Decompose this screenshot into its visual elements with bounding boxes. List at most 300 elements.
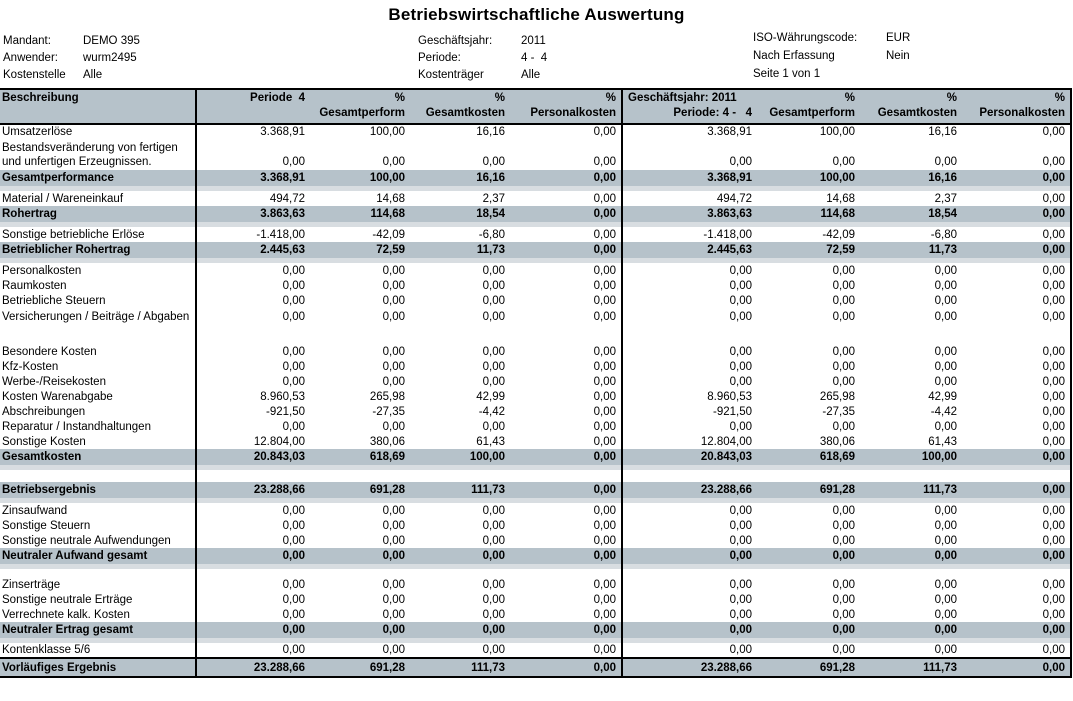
row-value: 0,00 [934, 156, 957, 168]
table-row [0, 124, 1071, 139]
table-row [0, 577, 1071, 592]
row-value: 0,00 [282, 345, 305, 358]
row-value: 16,16 [860, 170, 962, 186]
table-row [0, 592, 1071, 607]
row-value: 0,00 [934, 644, 957, 656]
row-value: 0,00 [510, 404, 622, 419]
row-value: 0,00 [282, 578, 305, 591]
report-table-header [0, 89, 1071, 124]
meta-label-kostentraeger: Kostenträger [418, 69, 484, 81]
row-value: 0,00 [729, 593, 752, 606]
table-row [0, 449, 1071, 465]
row-value: 111,73 [860, 482, 962, 498]
row-value: 0,00 [410, 548, 510, 564]
row-value: 0,00 [510, 293, 622, 308]
row-value: 0,00 [282, 534, 305, 547]
row-label: Personalkosten [0, 263, 196, 278]
row-value: 114,68 [310, 206, 410, 222]
row-value: 0,00 [482, 360, 505, 373]
row-value: 23.288,66 [196, 658, 310, 677]
table-row [0, 191, 1071, 206]
row-value: 0,00 [510, 533, 622, 548]
row-value: 0,00 [382, 593, 405, 606]
row-label: Neutraler Ertrag gesamt [0, 622, 196, 638]
row-value: 0,00 [510, 227, 622, 242]
row-value: 265,98 [819, 390, 855, 403]
row-value: 0,00 [510, 607, 622, 622]
table-row [0, 548, 1071, 564]
row-value: 0,00 [729, 156, 752, 168]
row-value: -921,50 [265, 405, 305, 418]
row-value: 61,43 [928, 435, 957, 448]
table-row [0, 206, 1071, 222]
row-value: 0,00 [962, 643, 1071, 658]
spacer-cell [622, 569, 757, 577]
row-value: 3.368,91 [196, 170, 310, 186]
row-value: 0,00 [934, 264, 957, 277]
spacer-cell [860, 470, 962, 482]
row-label: Sonstige neutrale Aufwendungen [0, 533, 196, 548]
row-label: Umsatzerlöse [0, 124, 196, 139]
row-value: 0,00 [729, 279, 752, 292]
row-value: 0,00 [934, 279, 957, 292]
table-row [0, 434, 1071, 449]
row-value: 618,69 [757, 449, 860, 465]
row-label: Reparatur / Instandhaltungen [0, 419, 196, 434]
row-value: 0,00 [729, 264, 752, 277]
spacer-cell [962, 470, 1071, 482]
table-row [0, 344, 1071, 359]
meta-value-nach-erfassung: Nein [886, 50, 910, 62]
row-value: 18,54 [860, 206, 962, 222]
spacer-cell [0, 569, 196, 577]
row-value: 23.288,66 [622, 482, 757, 498]
page-title: Betriebswirtschaftliche Auswertung [388, 5, 685, 24]
row-value: 0,00 [962, 548, 1071, 564]
row-value: 0,00 [934, 608, 957, 621]
row-value: -6,80 [478, 228, 505, 241]
row-value: 0,00 [962, 518, 1071, 533]
row-value: 0,00 [934, 375, 957, 388]
table-row [0, 404, 1071, 419]
row-value: 0,00 [832, 608, 855, 621]
spacer-row [0, 470, 1071, 482]
row-value: -27,35 [822, 405, 855, 418]
row-value: 100,00 [410, 449, 510, 465]
row-label: Betriebsergebnis [0, 482, 196, 498]
row-label: Sonstige Kosten [0, 434, 196, 449]
row-value: 100,00 [757, 170, 860, 186]
row-value: 3.368,91 [707, 126, 752, 138]
row-value: 0,00 [729, 644, 752, 656]
spacer-cell [310, 569, 410, 577]
row-value: 0,00 [382, 519, 405, 532]
row-value: 0,00 [962, 293, 1071, 308]
row-value: 0,00 [282, 519, 305, 532]
row-value: 111,73 [410, 658, 510, 677]
row-value: 0,00 [729, 375, 752, 388]
row-value: 0,00 [962, 434, 1071, 449]
row-value: 11,73 [860, 242, 962, 258]
row-value: 0,00 [282, 294, 305, 307]
row-value: -27,35 [372, 405, 405, 418]
row-value: 72,59 [757, 242, 860, 258]
row-value: 0,00 [832, 375, 855, 388]
row-value: -42,09 [372, 228, 405, 241]
table-row [0, 374, 1071, 389]
row-value: 0,00 [832, 504, 855, 517]
row-label: Sonstige neutrale Erträge [0, 592, 196, 607]
row-value: 494,72 [269, 192, 305, 205]
row-value: 42,99 [928, 390, 957, 403]
row-value: 0,00 [962, 607, 1071, 622]
row-value: 0,00 [482, 156, 505, 168]
row-value: 0,00 [962, 389, 1071, 404]
row-value: 0,00 [510, 263, 622, 278]
row-value: 380,06 [819, 435, 855, 448]
row-value: 0,00 [510, 548, 622, 564]
row-value: 0,00 [729, 578, 752, 591]
meta-label-kostenstelle: Kostenstelle [3, 69, 66, 81]
row-value: 0,00 [482, 504, 505, 517]
row-value: 0,00 [282, 264, 305, 277]
row-value: 0,00 [482, 375, 505, 388]
row-value: 100,00 [310, 170, 410, 186]
row-value: 0,00 [832, 644, 855, 656]
meta-label-anwender: Anwender: [3, 52, 58, 64]
row-value: 11,73 [410, 242, 510, 258]
table-row [0, 139, 1071, 170]
row-value: 691,28 [757, 658, 860, 677]
row-label: Rohertrag [0, 206, 196, 222]
row-value: 380,06 [369, 435, 405, 448]
column-header-pct-gesamtkosten-jahr: % Gesamtkosten [860, 89, 962, 124]
spacer-cell [310, 470, 410, 482]
spacer-cell [410, 569, 510, 577]
row-value: 2,37 [934, 192, 957, 205]
row-value: 0,00 [622, 548, 757, 564]
row-label: Versicherungen / Beiträge / Abgaben [0, 308, 196, 344]
row-value: 0,00 [382, 311, 405, 323]
meta-value-anwender: wurm2495 [83, 52, 137, 64]
row-value: 0,00 [962, 577, 1071, 592]
row-value: 23.288,66 [196, 482, 310, 498]
row-value: 0,00 [282, 375, 305, 388]
row-value: 0,00 [962, 482, 1071, 498]
table-row [0, 482, 1071, 498]
row-value: 111,73 [860, 658, 962, 677]
table-row [0, 533, 1071, 548]
row-value: 0,00 [832, 534, 855, 547]
row-value: 0,00 [196, 622, 310, 638]
meta-value-iso-waehrungscode: EUR [886, 32, 911, 44]
row-value: 0,00 [482, 279, 505, 292]
row-value: 0,00 [382, 534, 405, 547]
row-value: 0,00 [962, 658, 1071, 677]
row-label: Betrieblicher Rohertrag [0, 242, 196, 258]
table-row [0, 263, 1071, 278]
spacer-cell [757, 569, 860, 577]
row-value: 0,00 [382, 264, 405, 277]
row-value: 0,00 [310, 622, 410, 638]
row-value: 0,00 [482, 345, 505, 358]
row-value: 0,00 [510, 419, 622, 434]
row-value: 0,00 [510, 359, 622, 374]
row-value: 0,00 [510, 139, 622, 170]
row-value: 0,00 [382, 156, 405, 168]
row-value: -1.418,00 [703, 228, 752, 241]
row-label: Gesamtperformance [0, 170, 196, 186]
row-value: 0,00 [729, 360, 752, 373]
row-value: 0,00 [962, 374, 1071, 389]
row-value: 12.804,00 [253, 435, 305, 448]
row-value: 0,00 [482, 294, 505, 307]
row-label: Bestandsveränderung von fertigen und unfertigen Erzeugnissen. [0, 139, 196, 170]
row-value: 0,00 [282, 593, 305, 606]
row-value: 0,00 [510, 434, 622, 449]
row-value: 0,00 [382, 279, 405, 292]
row-value: 0,00 [282, 311, 305, 323]
row-value: 0,00 [962, 206, 1071, 222]
row-value: 0,00 [622, 622, 757, 638]
table-row [0, 389, 1071, 404]
row-label: Sonstige Steuern [0, 518, 196, 533]
row-value: 0,00 [934, 420, 957, 433]
row-value: 0,00 [382, 345, 405, 358]
table-row [0, 308, 1071, 344]
row-value: 0,00 [510, 643, 622, 658]
row-value: 111,73 [410, 482, 510, 498]
row-value: 3.368,91 [260, 126, 305, 138]
row-value: 3.863,63 [622, 206, 757, 222]
spacer-cell [196, 470, 310, 482]
row-value: 0,00 [382, 578, 405, 591]
row-value: 0,00 [934, 534, 957, 547]
row-value: 0,00 [729, 608, 752, 621]
row-value: 265,98 [369, 390, 405, 403]
spacer-cell [196, 569, 310, 577]
row-value: -4,42 [478, 405, 505, 418]
row-value: 0,00 [410, 622, 510, 638]
meta-label-mandant: Mandant: [3, 35, 51, 47]
column-header-geschaeftsjahr: Geschäftsjahr: 2011 Periode: 4 - 4 [622, 89, 757, 124]
row-value: 618,69 [310, 449, 410, 465]
row-value: 0,00 [510, 344, 622, 359]
row-value: 0,00 [962, 622, 1071, 638]
spacer-cell [622, 470, 757, 482]
spacer-cell [757, 470, 860, 482]
row-value: 691,28 [757, 482, 860, 498]
row-value: 0,00 [482, 311, 505, 323]
row-label: Betriebliche Steuern [0, 293, 196, 308]
row-value: 0,00 [962, 278, 1071, 293]
row-label: Verrechnete kalk. Kosten [0, 607, 196, 622]
row-value: 0,00 [510, 170, 622, 186]
row-value: 114,68 [757, 206, 860, 222]
row-value: 23.288,66 [622, 658, 757, 677]
row-value: 0,00 [196, 548, 310, 564]
row-value: 0,00 [382, 375, 405, 388]
row-value: 0,00 [832, 360, 855, 373]
row-label: Abschreibungen [0, 404, 196, 419]
row-value: 0,00 [282, 360, 305, 373]
meta-label-seite: Seite 1 von 1 [753, 68, 821, 80]
spacer-cell [0, 470, 196, 482]
row-label: Werbe-/Reisekosten [0, 374, 196, 389]
row-value: -1.418,00 [256, 228, 305, 241]
row-value: 0,00 [729, 294, 752, 307]
row-value: 0,00 [962, 404, 1071, 419]
row-value: 0,00 [962, 191, 1071, 206]
meta-value-periode: 4 - 4 [521, 52, 548, 64]
row-value: 20.843,03 [196, 449, 310, 465]
row-value: -6,80 [930, 228, 957, 241]
row-value: 0,00 [482, 264, 505, 277]
row-value: 0,00 [934, 294, 957, 307]
row-value: 0,00 [729, 345, 752, 358]
row-value: 691,28 [310, 482, 410, 498]
row-value: -4,42 [930, 405, 957, 418]
row-value: 0,00 [510, 206, 622, 222]
table-row [0, 607, 1071, 622]
row-value: 0,00 [832, 578, 855, 591]
row-value: 0,00 [934, 345, 957, 358]
table-row [0, 643, 1071, 658]
row-value: 0,00 [510, 242, 622, 258]
spacer-cell [510, 569, 622, 577]
row-value: 0,00 [510, 622, 622, 638]
row-value: 0,00 [282, 608, 305, 621]
row-value: 0,00 [962, 170, 1071, 186]
row-value: 16,16 [928, 126, 957, 138]
row-value: 0,00 [282, 279, 305, 292]
meta-label-iso-waehrungscode: ISO-Währungscode: [753, 32, 858, 44]
row-value: 0,00 [962, 592, 1071, 607]
row-value: 12.804,00 [700, 435, 752, 448]
row-value: 0,00 [832, 593, 855, 606]
report-table-body [0, 124, 1071, 677]
row-value: 0,00 [860, 622, 962, 638]
row-value: 0,00 [729, 504, 752, 517]
meta-value-kostentraeger: Alle [521, 69, 541, 81]
row-value: 0,00 [510, 592, 622, 607]
row-value: 8.960,53 [260, 390, 305, 403]
row-label: Neutraler Aufwand gesamt [0, 548, 196, 564]
row-value: 0,00 [934, 578, 957, 591]
row-value: 0,00 [832, 279, 855, 292]
row-value: 100,00 [819, 126, 855, 138]
row-value: 0,00 [510, 503, 622, 518]
meta-label-geschaeftsjahr: Geschäftsjahr: [418, 35, 493, 47]
row-value: 0,00 [757, 622, 860, 638]
report-table [0, 88, 1072, 678]
row-value: 0,00 [382, 360, 405, 373]
row-value: 0,00 [510, 191, 622, 206]
row-value: 0,00 [282, 504, 305, 517]
row-value: 0,00 [832, 156, 855, 168]
row-value: 100,00 [860, 449, 962, 465]
row-value: 72,59 [310, 242, 410, 258]
row-value: 8.960,53 [707, 390, 752, 403]
row-value: 0,00 [482, 644, 505, 656]
row-value: 0,00 [962, 449, 1071, 465]
row-value: 0,00 [510, 124, 622, 139]
table-row [0, 503, 1071, 518]
row-value: 0,00 [482, 519, 505, 532]
row-label: Besondere Kosten [0, 344, 196, 359]
table-row [0, 658, 1071, 677]
table-row [0, 242, 1071, 258]
row-value: 0,00 [962, 124, 1071, 139]
row-value: 0,00 [510, 308, 622, 344]
row-value: 0,00 [482, 608, 505, 621]
row-value: 16,16 [410, 170, 510, 186]
meta-label-periode: Periode: [418, 52, 461, 64]
table-row [0, 278, 1071, 293]
row-value: 2,37 [482, 192, 505, 205]
row-label: Kosten Warenabgabe [0, 389, 196, 404]
row-label: Zinsaufwand [0, 503, 196, 518]
row-value: 0,00 [962, 533, 1071, 548]
row-value: 0,00 [510, 518, 622, 533]
row-value: 0,00 [832, 294, 855, 307]
row-value: 0,00 [482, 578, 505, 591]
row-value: 0,00 [934, 504, 957, 517]
row-value: 20.843,03 [622, 449, 757, 465]
row-label: Raumkosten [0, 278, 196, 293]
spacer-cell [860, 569, 962, 577]
row-label: Sonstige betriebliche Erlöse [0, 227, 196, 242]
row-value: 42,99 [476, 390, 505, 403]
row-value: 0,00 [382, 504, 405, 517]
column-header-pct-gesamtkosten: % Gesamtkosten [410, 89, 510, 124]
row-value: 0,00 [482, 534, 505, 547]
row-value: 0,00 [510, 482, 622, 498]
row-value: 3.863,63 [196, 206, 310, 222]
row-value: 0,00 [962, 503, 1071, 518]
row-value: 0,00 [282, 644, 305, 656]
row-value: 0,00 [962, 139, 1071, 170]
table-row [0, 359, 1071, 374]
row-value: 0,00 [729, 311, 752, 323]
row-value: 0,00 [962, 344, 1071, 359]
column-header-periode4: Periode 4 [196, 89, 310, 124]
column-header-beschreibung: Beschreibung [0, 89, 196, 124]
row-value: 0,00 [934, 360, 957, 373]
row-value: -921,50 [712, 405, 752, 418]
spacer-row [0, 569, 1071, 577]
row-value: 2.445,63 [196, 242, 310, 258]
row-value: 14,68 [376, 192, 405, 205]
row-value: 0,00 [860, 548, 962, 564]
row-value: 0,00 [962, 359, 1071, 374]
column-header-pct-personalkosten: % Personalkosten [510, 89, 622, 124]
table-row [0, 293, 1071, 308]
row-value: 61,43 [476, 435, 505, 448]
row-value: 0,00 [832, 519, 855, 532]
row-label: Zinserträge [0, 577, 196, 592]
row-value: 691,28 [310, 658, 410, 677]
row-label: Gesamtkosten [0, 449, 196, 465]
row-value: 2.445,63 [622, 242, 757, 258]
row-value: -42,09 [822, 228, 855, 241]
row-value: 0,00 [832, 345, 855, 358]
row-value: 0,00 [962, 308, 1071, 344]
meta-value-geschaeftsjahr: 2011 [521, 35, 546, 47]
row-value: 14,68 [826, 192, 855, 205]
row-label: Kontenklasse 5/6 [0, 643, 196, 658]
row-value: 0,00 [832, 311, 855, 323]
